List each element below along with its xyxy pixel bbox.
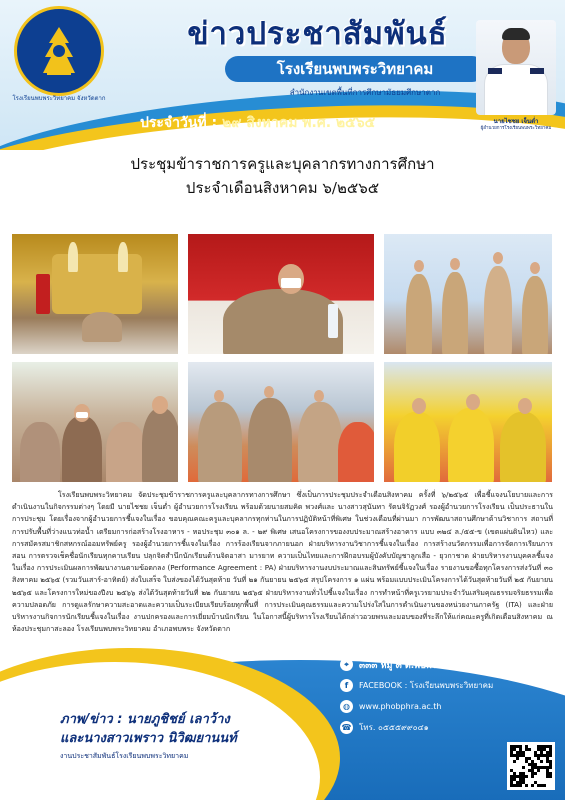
credit-line-1: ภาพ/ข่าว : นายภูชิชย์ เลาว้าง (60, 712, 230, 727)
qr-module (540, 760, 543, 763)
contact-website[interactable] (340, 696, 560, 717)
contact-address (340, 654, 560, 675)
qr-module (525, 775, 528, 778)
office-name: สำนักงานเขตพื้นที่การศึกษามัธยมศึกษาตาก (289, 88, 441, 97)
qr-module (531, 775, 534, 778)
school-name-badge: โรงเรียนพบพระวิทยาคม (225, 56, 485, 82)
website-link[interactable]: www.phobphra.ac.th (359, 702, 442, 711)
photo-meeting-audience-left (10, 360, 180, 484)
news-headline (0, 152, 565, 200)
phone-text: โทร. ๐๕๕๕๙๙๐๔๑ (359, 723, 429, 732)
article-body: โรงเรียนพบพระวิทยาคม จัดประชุมข้าราชการครูและบุคลากรทางการศึกษา ซึ่งเป็นการประชุมประจำเดือนสิงหาคม ครั้งที่ ๖/๒๕๖๕ เพื่อชี้แจงนโยบายและการดำเนินงานในกิจกรรมต่างๆ โดยมี นายไชชย เจ็นต่ำ ผู้อำนวยการโรงเรียน พร้อมด้วยนายสมคิด พวงศ์และ นางสาวสุนันทา รัตนจิรัฏวงศ์ รองผู้อำนวยการโรงเรียน เป็นประธานในการประชุม โดยเรื่องจากผู้อำนวยการชี้แจงในเรื่อง ขอบคุณคณะครูและบุคลากรทุกท่านในการปฏิบัติหน้าที่พิเศษ ในช่วงเดือนที่ผ่านมา การพัฒนาสถานศึกษาด้านวิชาการ สถานที่ การปรับพื้นที่ว่างแนวท่อน้ำ เตรียมการก่อสร้างโรงอาหาร - หอประชุม ๓๐๑ ล. - ๒๙ พิเศษ เสนอโครงการของงบประมาณสร้างอาคาร แบบ ๓๒๔ ล./๕๕-ข (เขตแผ่นดินไหว) และการสมัครสมาชิกสหกรณ์ออมทรัพย์ครู รองผู้อำนวยการชี้แจงในเรื่อง การร้องเรียนจากภายนอก ฝ่ายบริหารงานวิชาการชี้แจงในเรื่อง การสร้างนวัตกรรมเพื่อการจัดการเรียนการสอน การตรวจเช็คชื่อนักเรียนทุกคาบเรียน ปลุกจิตสำนึกนักเรียนด้านจิตอาสา มารยาท ความเป็นไทยและการฝึกอบรมผู้บังคับบัญชาลูกเสือ - ยุวกาชาด ฝ่ายบริหารงานบุคคลชี้แจงในเรื่อง การประเมินผลการพัฒนางานตามข้อตกลง (Performance Agreement : PA) ฝ่ายบริหารงานงบประมาณและสินทรัพย์ชี้แจงในเรื่อง รายงานขอซื้อทุกโครงการส่งวันที่ ๓๐ สิงหาคม ๒๕๖๕ (รวมวันเสาร์-อาทิตย์) ส่งใบเสร็จ ใบส่งของได้วันสุดท้าย วันที่ ๒๑ กันยายน ๒๕๖๕ สรุปโครงการ ๑ แผ่น พร้อมแบบประเมินโครงการได้วันสุดท้ายวันที่ ๒๕ กันยายน ๒๕๖๕ และโครงการใหม่ของปีงบ ๒๕๖๖ ส่งได้วันสุดท้ายวันที่ ๒๒ กันยายน ๒๕๖๕ ฝ่ายบริหารงานทั่วไปชี้แจงในเรื่อง การทำหน้าที่ครูเวรยามประจำวันเสริมคุณธรรมจริยธรรมเพื่อความปลอดภัย การดูแลรักษาความสะอาดและความเป็นระเบียบเรียบร้อยทุกพื้นที่ การประเมินคุณธรรมและความโปร่งใสในการดำเนินงานของหน่วยงานภาครัฐ (ITA) และฝ่ายบริหารงานกิจการนักเรียนชี้แจงในเรื่อง งานปกครองและการเยี่ยมบ้านนักเรียน ในโอกาสนี้ผู้บริหารโรงเรียนได้กล่าวอวยพรและมอบของที่ระลึกให้แก่คณะครูที่เกิดเดือนสิงหาคม ณ ห้องประชุมกาสะลอง โรงเรียนพบพระวิทยาคม อำเภอพบพระ จังหวัดตาก (12, 490, 553, 634)
director-name: นายไชชย เจ็นต่ำ (493, 118, 539, 125)
facebook-icon: f (340, 679, 353, 692)
page-title: ข่าวประชาสัมพันธ์ (187, 16, 448, 52)
qr-module (528, 748, 531, 751)
headline-line-2: ประจำเดือนสิงหาคม ๖/๒๕๖๕ (185, 179, 380, 197)
photo-news-credit (60, 710, 290, 764)
qr-module (513, 760, 516, 763)
contact-facebook[interactable] (340, 675, 560, 696)
director-role: ผู้อำนวยการโรงเรียนพบพระวิทยาคม (480, 126, 552, 131)
location-pin-icon: ⌖ (340, 658, 353, 671)
photo-meeting-audience-right (382, 360, 554, 484)
contact-phone (340, 717, 560, 738)
qr-module (519, 784, 522, 787)
photo-director-speaking (186, 232, 376, 356)
globe-icon: ◍ (340, 700, 353, 713)
contact-list (340, 654, 560, 738)
school-emblem-icon (29, 21, 89, 81)
qr-module (549, 775, 552, 778)
qr-module (531, 784, 534, 787)
qr-module (516, 757, 519, 760)
phone-icon: ☎ (341, 723, 352, 732)
date-value: ๒๙ สิงหาคม พ.ศ. ๒๕๖๕ (222, 115, 376, 131)
qr-module (522, 766, 525, 769)
director-portrait (476, 20, 556, 115)
address-text: ๓๓๓ หมู่ ๓ ต.พบพระ อ.พบพระ จ.ตาก ๖๓๑๖๐ (359, 660, 541, 671)
photo-award-presentation (382, 232, 554, 356)
credit-line-3: งานประชาสัมพันธ์โรงเรียนพบพระวิทยาคม (60, 752, 189, 760)
logo-caption: โรงเรียนพบพระวิทยาคม จังหวัดตาก (12, 95, 106, 102)
credit-line-2: และนางสาวเพราว นิวิฒยานนท์ (60, 731, 237, 746)
qr-module (549, 754, 552, 757)
date-label: ประจำวันที่ : (140, 115, 218, 131)
headline-line-1: ประชุมข้าราชการครูและบุคลากรทางการศึกษา (130, 155, 435, 173)
date-line (140, 112, 390, 134)
photo-ceremony-altar (10, 232, 180, 356)
school-logo (14, 6, 104, 96)
qr-module (534, 772, 537, 775)
qr-module (525, 784, 528, 787)
qr-code[interactable] (507, 742, 555, 790)
facebook-text[interactable]: FACEBOOK : โรงเรียนพบพระวิทยาคม (359, 681, 494, 690)
qr-module (549, 766, 552, 769)
photo-meeting-audience-center (186, 360, 376, 484)
qr-module (543, 784, 546, 787)
qr-module (537, 769, 540, 772)
